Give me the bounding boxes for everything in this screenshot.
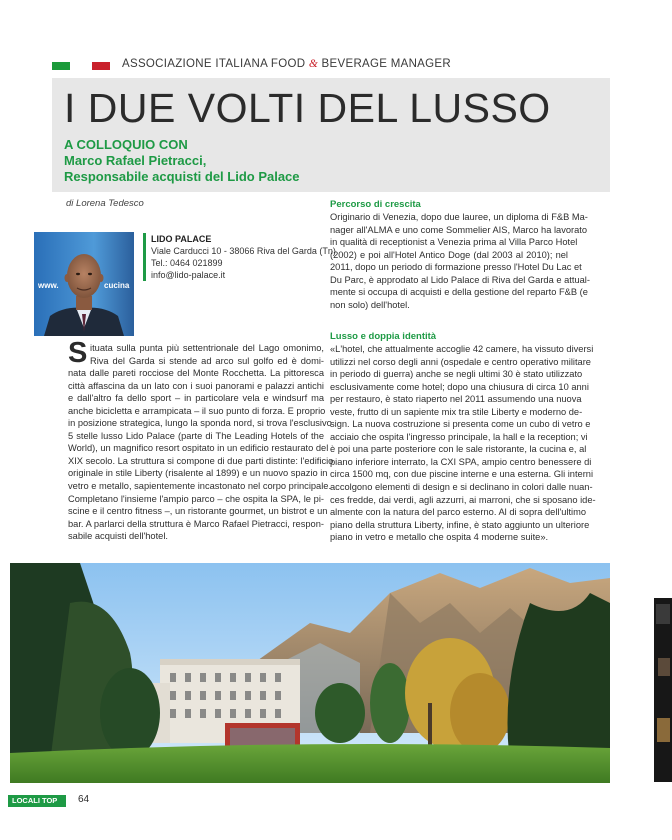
text-line: sign. La nuova costruzione si presenta come un cubo di vetro e xyxy=(330,419,591,430)
portrait-photo xyxy=(34,232,134,336)
text-line: esclusivamente come hotel; dopo una chiusura di circa 10 anni xyxy=(330,381,589,392)
hotel-photo xyxy=(10,563,610,783)
text-line: XIX secolo. La struttura si compone di due parti distinte: l'edificio xyxy=(68,455,334,466)
text-line: «L'hotel, che attualmente accoglie 42 camere, ha vissuto diversi xyxy=(330,344,594,354)
text-line: piano della struttura Liberty, infine, è stato aggiunto un ulteriore xyxy=(330,519,590,530)
text-line: in periodo di guerra) anche se negli ultimi 30 è stato utilizzato xyxy=(330,369,583,380)
section-tag-label: LOCALI TOP xyxy=(12,796,58,805)
text-line: circa 1500 mq, con due piscine interne e una esterna. Gli interni xyxy=(330,469,594,480)
section-heading-growth: Percorso di crescita xyxy=(330,199,421,210)
text-line: almente con la natura del parco esterno. Al di sopra dell'ultimo xyxy=(330,507,587,518)
text-line: nata dalle pareti rocciose del Monte Rocchetta. La pittoresca xyxy=(68,368,324,379)
text-line: e dall'altro fa dello sport – in particolare vela e windsurf ma xyxy=(68,393,324,404)
association-suffix: BEVERAGE MANAGER xyxy=(318,58,451,70)
article-subtitle xyxy=(64,137,300,185)
subtitle-line: Responsabile acquisti del Lido Palace xyxy=(64,169,300,184)
intro-text xyxy=(68,337,334,543)
text-line: utilizzi nel corso degli anni (ospedale e centro operativo militare xyxy=(330,356,591,367)
text-line: Du Parc, è approdato al Lido Palace di Riva del Garda e attual- xyxy=(330,274,590,285)
text-line: 2011, dopo un periodo di formazione presso l'Hotel Du Lac et xyxy=(330,262,582,273)
text-line: ituata sulla punta più settentrionale del Lago omonimo, xyxy=(90,343,324,353)
section-heading-luxury: Lusso e doppia identità xyxy=(330,331,437,342)
association-prefix: ASSOCIAZIONE ITALIANA FOOD xyxy=(122,58,309,70)
article-title: I DUE VOLTI DEL LUSSO xyxy=(64,85,551,131)
section-text-growth xyxy=(330,211,590,311)
text-line: non solo) dell'hotel. xyxy=(330,299,410,310)
text-line: in posizione strategica, lungo la sponda nord, si trova l'esclusivo xyxy=(68,418,332,429)
watermark-right: cucina xyxy=(104,281,130,290)
text-line: Riva del Garda si stende ad arco sul golfo ed è domi- xyxy=(90,355,324,366)
subtitle-line: Marco Rafael Pietracci, xyxy=(64,153,207,168)
text-line: Originario di Venezia, dopo due lauree, un diploma di F&B Ma- xyxy=(330,212,588,222)
text-line: acciaio che ospita l'ingresso principale, la hall e la reception; vi xyxy=(330,431,588,442)
text-line: piano in vetro e metallo che ospita 4 moderne suite». xyxy=(330,532,549,543)
text-line: Completano l'insieme l'ampio parco – che ospita la SPA, le pi- xyxy=(68,493,324,504)
text-line: accolgono elementi di design e si declinano in colori dalle nuan- xyxy=(330,482,593,493)
venue-info xyxy=(151,233,336,281)
text-line: sabile acquisti dell'hotel. xyxy=(68,531,168,542)
page-number: 64 xyxy=(78,794,90,805)
text-line: nager all'ALMA e uno come Sommelier AIS, Marco ha lavorato xyxy=(330,224,588,235)
association-ampersand: & xyxy=(308,58,319,70)
text-line: piano inferiore interrato, la CXI SPA, ampio centro benessere di xyxy=(330,456,592,467)
watermark-left: www. xyxy=(38,281,59,290)
text-line: città affascina da un lato con i suoi panorami e palazzi antichi xyxy=(68,380,324,391)
text-line: ces fredde, dai verdi, agli azzurri, ai marroni, che si sposano ide- xyxy=(330,494,596,505)
text-line: scine e il centro fitness –, un ristorante gourmet, un bistrot e un xyxy=(68,506,328,517)
subtitle-line: A COLLOQUIO CON xyxy=(64,137,188,152)
text-line: per restauro, è stato riaperto nel 2011 assumendo una nuova xyxy=(330,394,582,405)
text-line: è poi una parte posteriore con le sale ristorante, la cucina e, al xyxy=(330,444,587,455)
green-flag-bar xyxy=(52,62,70,70)
section-text-luxury xyxy=(330,343,596,544)
info-accent-bar xyxy=(143,233,146,281)
red-flag-bar xyxy=(92,62,110,70)
portrait-illustration xyxy=(34,232,134,336)
adjacent-page-sliver xyxy=(654,598,672,782)
venue-phone: Tel.: 0464 021899 xyxy=(151,258,223,268)
text-line: vetro e metallo, sapientemente incastonato nel corpo principale. xyxy=(68,481,332,492)
author-byline: di Lorena Tedesco xyxy=(66,198,144,209)
text-line: World), un magnifico resort ospitato in un edificio restaurato del xyxy=(68,443,329,454)
text-line: originale in stile Liberty (risalente al 1899) e un nuovo spazio in xyxy=(68,468,328,479)
text-line: anche bicicletta e arrampicata – il suo punto di forza. E proprio xyxy=(68,405,326,416)
venue-name: LIDO PALACE xyxy=(151,234,212,244)
hotel-landscape-illustration xyxy=(10,563,610,783)
text-line: (2002) e poi all'Hotel Antico Doge (dal 2003 al 2010); nel xyxy=(330,249,568,260)
text-line: 5 stelle lusso Lido Palace (parte di The Leading Hotels of the xyxy=(68,430,324,441)
text-line: bar. A parlarci della struttura è Marco Rafael Pietracci, respon- xyxy=(68,518,324,529)
text-line: veste, frutto di un sapiente mix tra stile Liberty e moderno de- xyxy=(330,406,583,417)
venue-email[interactable]: info@lido-palace.it xyxy=(151,270,226,280)
drop-cap: S xyxy=(68,337,88,369)
text-line: in qualità di receptionist a Venezia prima al Villa Parco Hotel xyxy=(330,237,578,248)
association-header xyxy=(122,58,451,70)
venue-address: Viale Carducci 10 - 38066 Riva del Garda (Tn) xyxy=(151,246,336,256)
text-line: mente si occupa di acquisti e della gestione del reparto F&B (e xyxy=(330,287,588,298)
adjacent-page-image xyxy=(654,598,672,782)
